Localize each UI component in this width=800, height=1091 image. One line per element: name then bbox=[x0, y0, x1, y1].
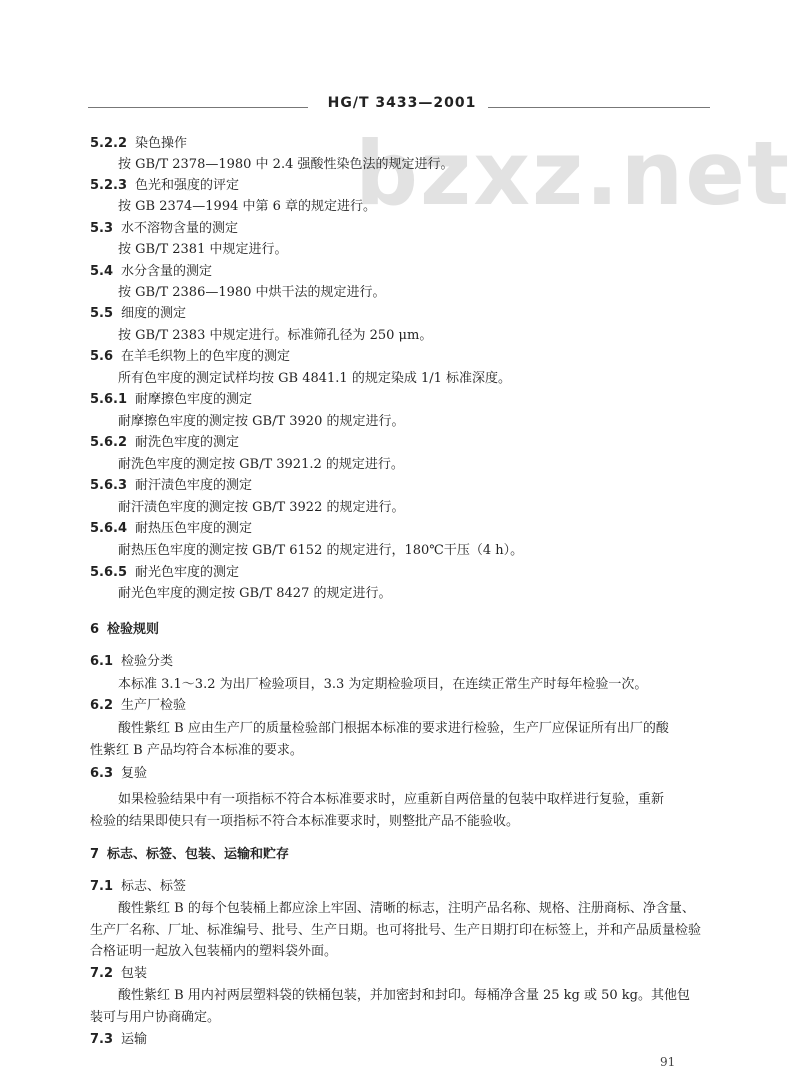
clause-line: 合格证明一起放入包装桶内的塑料袋外面。 bbox=[90, 944, 338, 959]
section-heading: 7 标志、标签、包装、运输和贮存 bbox=[90, 847, 290, 862]
clause-line: 5.3 水不溶物含量的测定 bbox=[90, 221, 239, 236]
clause-line: 5.6.1 耐摩擦色牢度的测定 bbox=[90, 392, 253, 407]
clause-line: 耐热压色牢度的测定按 GB/T 6152 的规定进行，180℃干压（4 h）。 bbox=[118, 543, 524, 558]
clause-line: 5.4 水分含量的测定 bbox=[90, 264, 213, 279]
clause-line: 5.5 细度的测定 bbox=[90, 306, 187, 321]
clause-line: 性紫红 B 产品均符合本标准的要求。 bbox=[90, 743, 303, 758]
clause-line: 本标准 3.1～3.2 为出厂检验项目，3.3 为定期检验项目，在连续正常生产时每年检验一次。 bbox=[118, 677, 648, 692]
clause-line: 按 GB/T 2386—1980 中烘干法的规定进行。 bbox=[118, 285, 386, 300]
page-header bbox=[0, 95, 800, 119]
clause-line: 酸性紫红 B 的每个包装桶上都应涂上牢固、清晰的标志，注明产品名称、规格、注册商标、净含量、 bbox=[118, 901, 695, 916]
standard-code: HG/T 3433—2001 bbox=[327, 95, 477, 111]
clause-line: 5.6.5 耐光色牢度的测定 bbox=[90, 565, 240, 580]
clause-line: 耐汗渍色牢度的测定按 GB/T 3922 的规定进行。 bbox=[118, 500, 405, 515]
clause-line: 7.2 包装 bbox=[90, 966, 148, 981]
clause-line: 5.2.3 色光和强度的评定 bbox=[90, 178, 240, 193]
header-rule-left bbox=[88, 107, 308, 108]
clause-line: 所有色牢度的测定试样均按 GB 4841.1 的规定染成 1/1 标准深度。 bbox=[118, 371, 512, 386]
clause-line: 耐光色牢度的测定按 GB/T 8427 的规定进行。 bbox=[118, 586, 392, 601]
clause-line: 按 GB 2374—1994 中第 6 章的规定进行。 bbox=[118, 199, 377, 214]
clause-line: 7.1 标志、标签 bbox=[90, 879, 187, 894]
section-heading: 6 检验规则 bbox=[90, 622, 160, 637]
watermark: bzxz.net bbox=[355, 122, 792, 225]
clause-line: 5.6.4 耐热压色牢度的测定 bbox=[90, 521, 253, 536]
clause-line: 按 GB/T 2378—1980 中 2.4 强酸性染色法的规定进行。 bbox=[118, 157, 454, 172]
clause-line: 6.1 检验分类 bbox=[90, 654, 174, 669]
clause-line: 6.3 复验 bbox=[90, 766, 148, 781]
header-rule-right bbox=[488, 107, 710, 108]
clause-line: 如果检验结果中有一项指标不符合本标准要求时，应重新自两倍量的包装中取样进行复验，重新 bbox=[118, 792, 665, 807]
clause-line: 5.2.2 染色操作 bbox=[90, 136, 188, 151]
clause-line: 酸性紫红 B 用内衬两层塑料袋的铁桶包装，并加密封和封印。每桶净含量 25 kg 或 50 kg。其他包 bbox=[118, 988, 690, 1003]
clause-line: 按 GB/T 2381 中规定进行。 bbox=[118, 242, 288, 257]
clause-line: 按 GB/T 2383 中规定进行。标准筛孔径为 250 μm。 bbox=[118, 328, 433, 343]
clause-line: 5.6.2 耐洗色牢度的测定 bbox=[90, 435, 240, 450]
clause-line: 生产厂名称、厂址、标准编号、批号、生产日期。也可将批号、生产日期打印在标签上，并和产品质量检验 bbox=[90, 923, 702, 938]
clause-line: 装可与用户协商确定。 bbox=[90, 1010, 221, 1025]
clause-line: 6.2 生产厂检验 bbox=[90, 698, 187, 713]
clause-line: 7.3 运输 bbox=[90, 1032, 148, 1047]
clause-line: 耐摩擦色牢度的测定按 GB/T 3920 的规定进行。 bbox=[118, 414, 405, 429]
clause-line: 5.6 在羊毛织物上的色牢度的测定 bbox=[90, 349, 291, 364]
page-number: 91 bbox=[660, 1055, 676, 1069]
clause-line: 耐洗色牢度的测定按 GB/T 3921.2 的规定进行。 bbox=[118, 457, 404, 472]
clause-line: 酸性紫红 B 应由生产厂的质量检验部门根据本标准的要求进行检验，生产厂应保证所有出厂的酸 bbox=[118, 721, 669, 736]
clause-line: 5.6.3 耐汗渍色牢度的测定 bbox=[90, 478, 253, 493]
clause-line: 检验的结果即使只有一项指标不符合本标准要求时，则整批产品不能验收。 bbox=[90, 814, 520, 829]
